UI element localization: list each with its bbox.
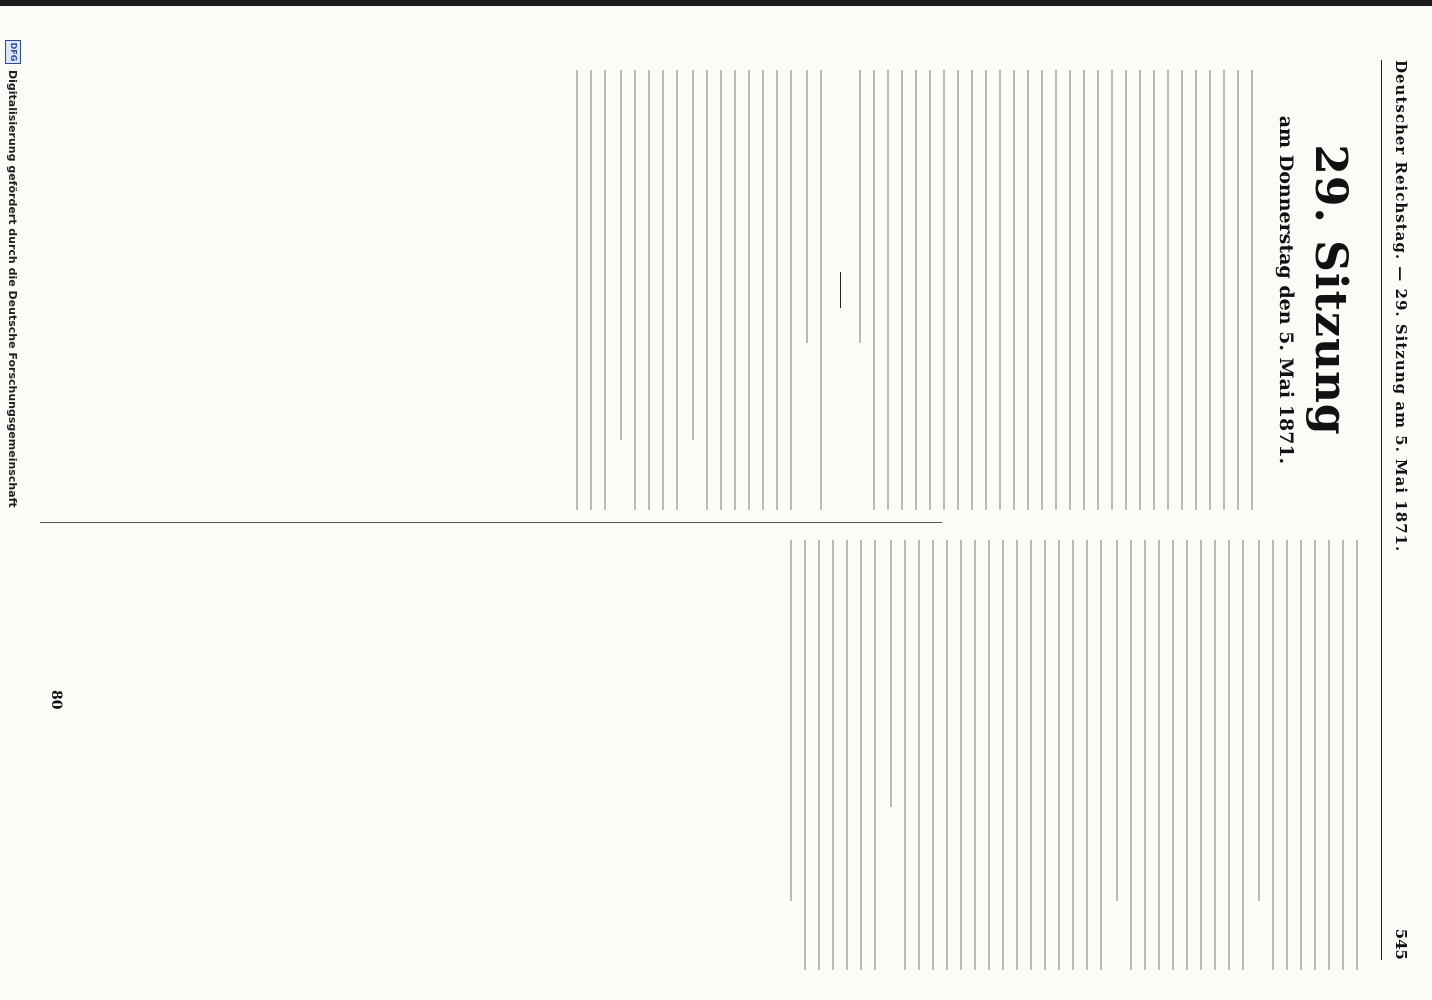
column-separator	[40, 522, 942, 523]
left-speaker-2	[620, 70, 678, 510]
session-date: am Donnerstag den 5. Mai 1871.	[1275, 115, 1297, 465]
running-head-title: Deutscher Reichstag. — 29. Sitzung am 5. Mai 1871.	[1392, 60, 1410, 553]
left-speaker-3	[576, 70, 606, 510]
right-speaker-1	[1116, 540, 1244, 970]
opening-note	[806, 70, 822, 510]
digitization-stamp	[0, 0, 26, 1000]
session-title: 29. Sitzung	[1305, 144, 1356, 436]
page-number-top: 545	[1392, 928, 1410, 960]
right-speaker-2	[890, 540, 1102, 970]
header-rule	[1381, 60, 1382, 960]
page-folio: 80	[48, 690, 64, 710]
scan-edge	[0, 0, 1432, 6]
right-speaker-3	[790, 540, 876, 970]
left-speaker-1	[692, 70, 792, 510]
dfg-logo-icon: DFG	[5, 40, 21, 64]
agenda-summary	[859, 70, 1253, 510]
section-rule	[840, 272, 841, 308]
right-speaker-0	[1258, 540, 1358, 970]
left-column	[40, 70, 1372, 510]
running-head	[1386, 60, 1410, 960]
digitization-notice: Digitalisierung gefördert durch die Deutsche Forschungsgemeinschaft	[6, 70, 20, 508]
right-column	[40, 540, 1372, 970]
